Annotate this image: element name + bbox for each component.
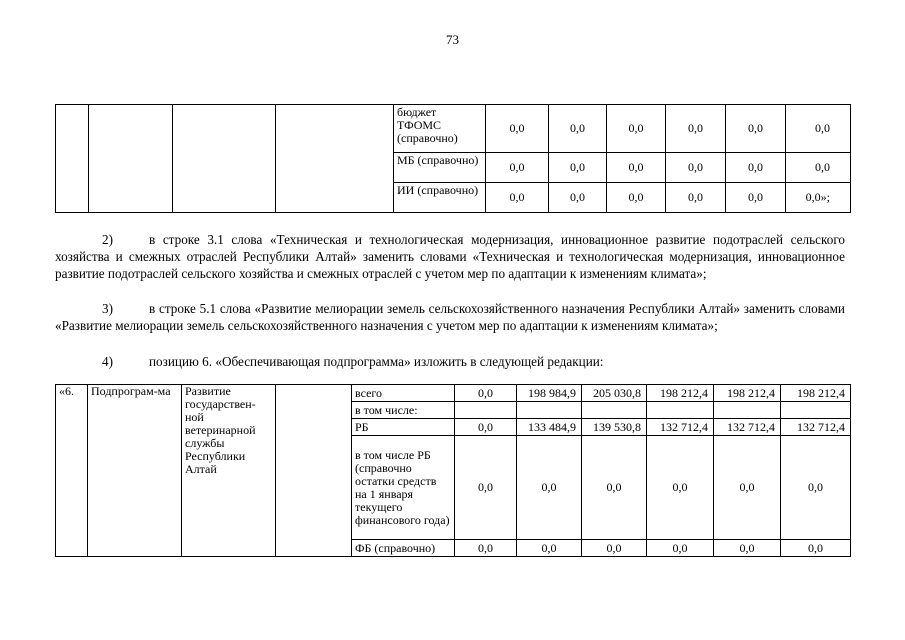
paragraph-number: 3)	[102, 301, 113, 316]
funding-source-label: всего	[352, 385, 455, 402]
value-cell: 0,0	[786, 105, 851, 153]
value-cell: 0,0	[781, 436, 851, 540]
value-cell	[781, 402, 851, 419]
funding-source-label: бюджет ТФОМС (справочно)	[394, 105, 486, 153]
amendment-paragraph-4	[55, 353, 845, 370]
value-cell: 0,0	[666, 105, 726, 153]
paragraph-text: позицию 6. «Обеспечивающая подпрограмма» изложить в следующей редакции:	[149, 354, 604, 369]
value-cell: 0,0	[486, 105, 549, 153]
value-cell	[517, 402, 582, 419]
funding-source-label: в том числе РБ (справочно остатки средств на 1 января текущего финансового года)	[352, 436, 455, 540]
funding-source-label: РБ	[352, 419, 455, 436]
budget-table-continuation	[55, 104, 851, 213]
value-cell: 0,0	[455, 540, 517, 557]
value-cell: 0,0	[647, 436, 714, 540]
value-cell: 198 984,9	[517, 385, 582, 402]
value-cell: 0,0	[517, 540, 582, 557]
value-cell: 0,0	[666, 183, 726, 213]
funding-source-label: ФБ (справочно)	[352, 540, 455, 557]
value-cell: 0,0»;	[786, 183, 851, 213]
value-cell: 198 212,4	[714, 385, 781, 402]
amendment-paragraph-3	[55, 300, 845, 334]
value-cell: 0,0	[666, 153, 726, 183]
value-cell: 0,0	[726, 105, 786, 153]
value-cell: 0,0	[726, 153, 786, 183]
value-cell: 0,0	[607, 153, 666, 183]
empty-cell	[173, 105, 276, 213]
value-cell: 0,0	[714, 436, 781, 540]
subprogram-name: Развитие государствен-ной ветеринарной службы Республики Алтай	[182, 385, 276, 557]
paragraph-text: в строке 5.1 слова «Развитие мелиорации земель сельскохозяйственного назначения Республики Алтай» заменить словами «Развитие мелиорации земель сельскохозяйственного назначения с учетом мер по адаптации к изменениям климата»;	[55, 301, 845, 333]
row-number: «6.	[56, 385, 88, 557]
value-cell: 198 212,4	[781, 385, 851, 402]
value-cell	[714, 402, 781, 419]
value-cell: 132 712,4	[714, 419, 781, 436]
value-cell: 132 712,4	[647, 419, 714, 436]
empty-cell	[276, 105, 394, 213]
paragraph-number: 2)	[102, 232, 113, 247]
value-cell: 0,0	[786, 153, 851, 183]
value-cell: 0,0	[607, 105, 666, 153]
paragraph-text: в строке 3.1 слова «Техническая и технологическая модернизация, инновационное развитие подотраслей сельского хозяйства и смежных отраслей Республики Алтай» заменить словами «Техническая и технологическая модернизация, инновационное развитие подотраслей сельского хозяйства и смежных отраслей с учетом мер по адаптации к изменениям климата»;	[55, 232, 845, 281]
value-cell: 132 712,4	[781, 419, 851, 436]
value-cell: 0,0	[455, 419, 517, 436]
value-cell	[582, 402, 647, 419]
page-number: 73	[446, 32, 459, 47]
value-cell: 0,0	[455, 385, 517, 402]
value-cell: 198 212,4	[647, 385, 714, 402]
value-cell	[455, 402, 517, 419]
empty-cell	[56, 105, 89, 213]
value-cell: 139 530,8	[582, 419, 647, 436]
table-row	[56, 105, 851, 153]
program-type: Подпрограм-ма	[88, 385, 182, 557]
empty-cell	[89, 105, 173, 213]
value-cell: 0,0	[549, 153, 607, 183]
value-cell: 0,0	[647, 540, 714, 557]
value-cell: 0,0	[455, 436, 517, 540]
value-cell: 0,0	[582, 540, 647, 557]
value-cell: 0,0	[549, 105, 607, 153]
funding-source-label: в том числе:	[352, 402, 455, 419]
value-cell: 0,0	[714, 540, 781, 557]
paragraph-number: 4)	[102, 354, 113, 369]
value-cell: 0,0	[582, 436, 647, 540]
value-cell: 205 030,8	[582, 385, 647, 402]
subprogram-table	[55, 384, 851, 557]
table-row	[56, 385, 851, 402]
value-cell: 0,0	[517, 436, 582, 540]
value-cell: 0,0	[726, 183, 786, 213]
value-cell: 133 484,9	[517, 419, 582, 436]
value-cell: 0,0	[607, 183, 666, 213]
value-cell: 0,0	[549, 183, 607, 213]
value-cell: 0,0	[781, 540, 851, 557]
amendment-paragraph-2	[55, 231, 845, 282]
funding-source-label: МБ (справочно)	[394, 153, 486, 183]
value-cell: 0,0	[486, 153, 549, 183]
empty-cell	[276, 385, 352, 557]
value-cell	[647, 402, 714, 419]
funding-source-label: ИИ (справочно)	[394, 183, 486, 213]
value-cell: 0,0	[486, 183, 549, 213]
